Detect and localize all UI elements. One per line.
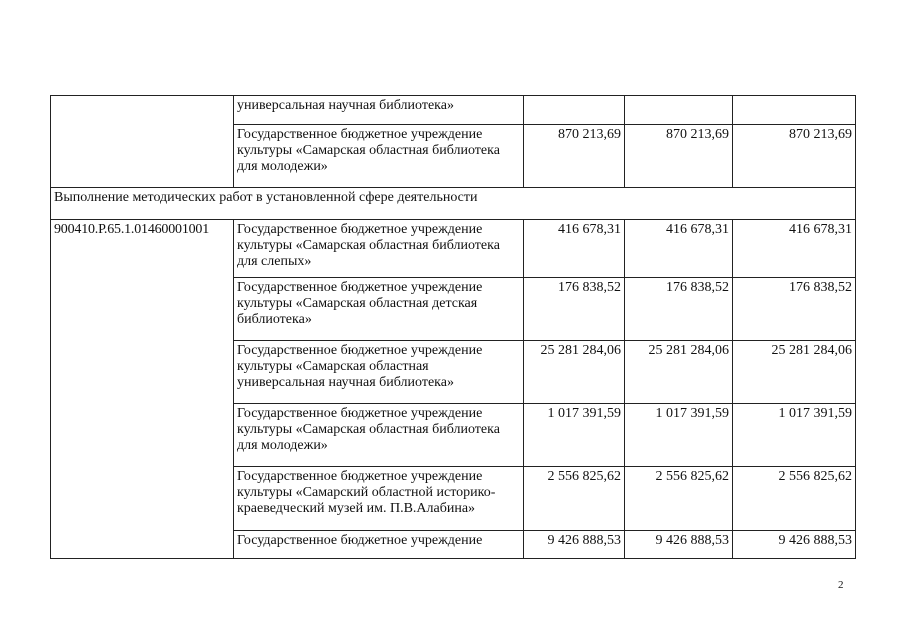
budget-table [50,95,856,559]
service-code: 900410.Р.65.1.01460001001 [51,220,234,559]
value-cell: 25 281 284,06 [524,341,625,404]
institution-name: Государственное бюджетное учреждение культуры «Самарская областная библиотека для молодежи» [234,404,524,467]
section-title: Выполнение методических работ в установленной сфере деятельности [51,188,856,220]
institution-name: Государственное бюджетное учреждение [234,531,524,559]
value-cell: 2 556 825,62 [524,467,625,531]
value-cell: 176 838,52 [625,278,733,341]
value-cell [524,96,625,125]
institution-name: Государственное бюджетное учреждение культуры «Самарская областная детская библиотека» [234,278,524,341]
value-cell: 416 678,31 [733,220,856,278]
value-cell: 2 556 825,62 [733,467,856,531]
value-cell: 870 213,69 [733,125,856,188]
value-cell: 416 678,31 [524,220,625,278]
table-row [51,96,856,125]
value-cell: 1 017 391,59 [625,404,733,467]
value-cell: 1 017 391,59 [524,404,625,467]
section-header-row [51,188,856,220]
institution-name: Государственное бюджетное учреждение культуры «Самарская областная библиотека для слепых» [234,220,524,278]
value-cell: 1 017 391,59 [733,404,856,467]
table-row [51,220,856,278]
value-cell: 176 838,52 [524,278,625,341]
value-cell: 25 281 284,06 [625,341,733,404]
value-cell: 9 426 888,53 [733,531,856,559]
institution-name: Государственное бюджетное учреждение культуры «Самарская областная универсальная научная библиотека» [234,341,524,404]
value-cell: 9 426 888,53 [625,531,733,559]
value-cell: 870 213,69 [524,125,625,188]
institution-name: универсальная научная библиотека» [234,96,524,125]
value-cell: 176 838,52 [733,278,856,341]
value-cell: 9 426 888,53 [524,531,625,559]
value-cell: 2 556 825,62 [625,467,733,531]
institution-name: Государственное бюджетное учреждение культуры «Самарский областной историко-краеведческий музей им. П.В.Алабина» [234,467,524,531]
value-cell: 416 678,31 [625,220,733,278]
value-cell [733,96,856,125]
value-cell [625,96,733,125]
value-cell: 25 281 284,06 [733,341,856,404]
value-cell: 870 213,69 [625,125,733,188]
page-number: 2 [838,579,844,591]
code-cell [51,96,234,188]
institution-name: Государственное бюджетное учреждение культуры «Самарская областная библиотека для молодежи» [234,125,524,188]
